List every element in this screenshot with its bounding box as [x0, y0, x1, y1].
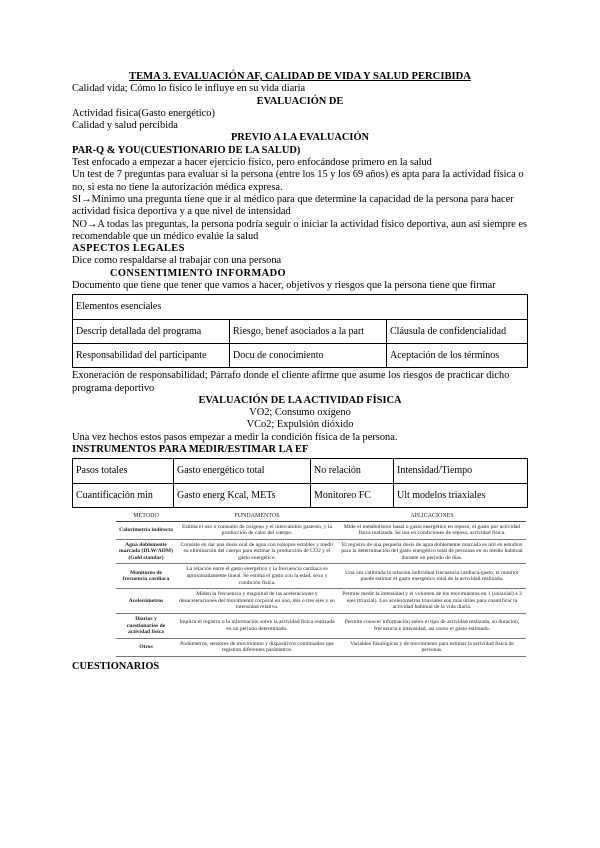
text-line: VO2; Consumo oxígeno — [249, 407, 351, 419]
section-heading: CUESTIONARIOS — [72, 661, 160, 672]
consent-table — [72, 294, 528, 368]
paragraph: SI→Mínimo una pregunta tiene que ir al médico para que determine la capacidad de la persona para hacer actividad física deportiva y a que nivel de intensidad — [72, 193, 514, 218]
method-cell: Diarios y cuestionarios de actividad física — [116, 614, 176, 639]
section-heading: PAR-Q & YOU(CUESTIONARIO DE LA SALUD) — [72, 144, 301, 156]
aplicaciones-cell: Permite conocer información sobre el tipo de actividad realizada, su duración, frecuencia e intensidad, así como el gasto estimado. — [338, 614, 526, 639]
column-header: FUNDAMENTOS — [176, 512, 338, 521]
section-heading: ASPECTOS LEGALES — [72, 243, 185, 255]
table-cell: Riesgo, benef asociados a la part — [230, 319, 387, 343]
table-cell: Descrip detallada del programa — [73, 319, 230, 343]
fundamentos-cell: La relación entre el gasto energético y la frecuencia cardiaca es aproximadamente lineal. Se estima el gasto con la edad, sexo y condición física. — [176, 564, 338, 589]
table-cell: Cláusula de confidencialidad — [387, 319, 528, 343]
section-heading: EVALUACIÓN DE — [256, 95, 344, 107]
method-cell: Monitoreo de frecuencia cardiaca — [116, 564, 176, 589]
table-cell: No relación — [311, 459, 394, 483]
method-cell: Otros — [116, 638, 176, 656]
document-page — [72, 71, 528, 673]
aplicaciones-cell: El registro de una pequeña dosis de agua doblemente marcada es útil en estudios para la determinación del gasto energético total de personas en su medio habitual durante un periodo de días. — [338, 539, 526, 564]
method-cell: Agua doblemente marcada (DLW/ADM) (Gold standar) — [116, 539, 176, 564]
fundamentos-cell: Implica el registro o la información sobre la actividad física realizada en un periodo determinado. — [176, 614, 338, 639]
column-header: MÉTODO — [116, 512, 176, 521]
table-row — [116, 564, 526, 589]
aplicaciones-cell: Permite medir la intensidad y el volumen de los movimientos en 1 (uniaxial) a 3 ejes (triaxial). Los acelerómetros triaxiales son más útiles para cuantificar la actividad habitual de la vida diaria. — [338, 589, 526, 614]
aplicaciones-cell: Una vez calibrada la relación individual frecuencia cardiaca-gasto, el monitor puede estimar el gasto energético total de la actividad realizada. — [338, 564, 526, 589]
table-row — [73, 343, 528, 367]
instruments-table — [72, 458, 528, 508]
document-title: TEMA 3. EVALUACIÓN AF, CALIDAD DE VIDA Y SALUD PERCIBIDA — [129, 71, 471, 82]
table-row — [116, 521, 526, 539]
aplicaciones-cell: Variables fisiológicas y de movimiento para estimar la actividad física de personas. — [338, 638, 526, 656]
paragraph: NO→A todas las preguntas, la persona podría seguir o iniciar la actividad físico deportiva, aun así siempre es recomendable que un médico evalúe la salud — [72, 218, 528, 242]
table-row — [116, 589, 526, 614]
table-row — [73, 295, 528, 319]
text-line: Calidad y salud percibida — [72, 120, 178, 132]
aplicaciones-cell: Mide el metabolismo basal o gasto energético en reposo, el gasto por actividad física realizada. Se usa en condiciones de reposo, actividad física. — [338, 521, 526, 539]
text-line: Test enfocado a empezar a hacer ejercicio físico, pero enfocándose primero en la salud — [72, 157, 432, 169]
table-cell: Cuantificación min — [73, 483, 174, 507]
section-heading: EVALUACIÓN DE LA ACTIVIDAD FÍSICA — [198, 394, 402, 406]
method-cell: Calorimetría indirecta — [116, 521, 176, 539]
column-header: APLICACIONES — [338, 512, 526, 521]
table-row — [73, 459, 528, 483]
table-cell: Monitoreo FC — [311, 483, 394, 507]
method-cell: Acelerómetros — [116, 589, 176, 614]
paragraph: Un test de 7 preguntas para evaluar si la persona (entre los 15 y los 69 años) es apta para la actividad física o no, si esta no tiene la autorización médica expresa. — [72, 169, 524, 193]
fundamentos-cell: Estima el uso o consumo de oxígeno y el intercambio gaseoso, y la producción de calor del cuerpo. — [176, 521, 338, 539]
fundamentos-cell: Miden la frecuencia y magnitud de las aceleraciones y desaceleraciones del movimiento corporal en uno, dos o tres ejes y su intensidad relativa. — [176, 589, 338, 614]
text-line: Dice como respaldarse al trabajar con una persona — [72, 255, 282, 267]
table-row — [116, 638, 526, 656]
table-row — [116, 539, 526, 564]
table-cell: Docu de conocimiento — [230, 343, 387, 367]
table-cell: Pasos totales — [73, 459, 174, 483]
table-cell: Aceptación de los términos — [387, 343, 528, 367]
section-heading: INSTRUMENTOS PARA MEDIR/ESTIMAR LA EF — [72, 444, 309, 456]
text-line: Una vez hechos estos pasos empezar a medir la condición física de la persona. — [72, 431, 398, 443]
fundamentos-cell: Consiste en dar una dosis oral de agua con isótopos estables y medir su eliminación del cuerpo para estimar la producción de CO2 y el gasto energético. — [176, 539, 338, 564]
table-row — [116, 614, 526, 639]
text-line: Documento que tiene que tener que vamos a hacer, objetivos y riesgos que la persona tiene que firmar — [72, 280, 496, 292]
section-heading: CONSENTIMIENTO INFORMADO — [110, 267, 286, 279]
table-row — [73, 483, 528, 507]
text-line: Actividad física(Gasto energético) — [72, 107, 215, 119]
table-cell: Elementos esenciales — [73, 295, 528, 319]
text-line: VCo2; Expulsión dióxido — [246, 419, 354, 431]
section-heading: PREVIO A LA EVALUACIÓN — [230, 132, 370, 144]
table-header-row — [116, 512, 526, 521]
fundamentos-cell: Podómetros, sensores de movimiento y dispositivos combinados que registran diferentes parámetros. — [176, 638, 338, 656]
text-line: Calidad vida; Cómo lo físico le influye en su vida diaria — [72, 83, 306, 95]
table-cell: Intensidad/Tiempo — [394, 459, 528, 483]
paragraph: Exoneración de responsabilidad; Párrafo donde el cliente afirme que asume los riesgos de practicar dicho programa deportivo — [72, 370, 510, 394]
table-cell: Responsabilidad del participante — [73, 343, 230, 367]
table-row — [73, 319, 528, 343]
table-cell: Gasto energético total — [174, 459, 311, 483]
table-cell: Gasto energ Kcal, METs — [174, 483, 311, 507]
methods-table-image — [116, 512, 526, 657]
table-cell: Ult modelos triaxiales — [394, 483, 528, 507]
